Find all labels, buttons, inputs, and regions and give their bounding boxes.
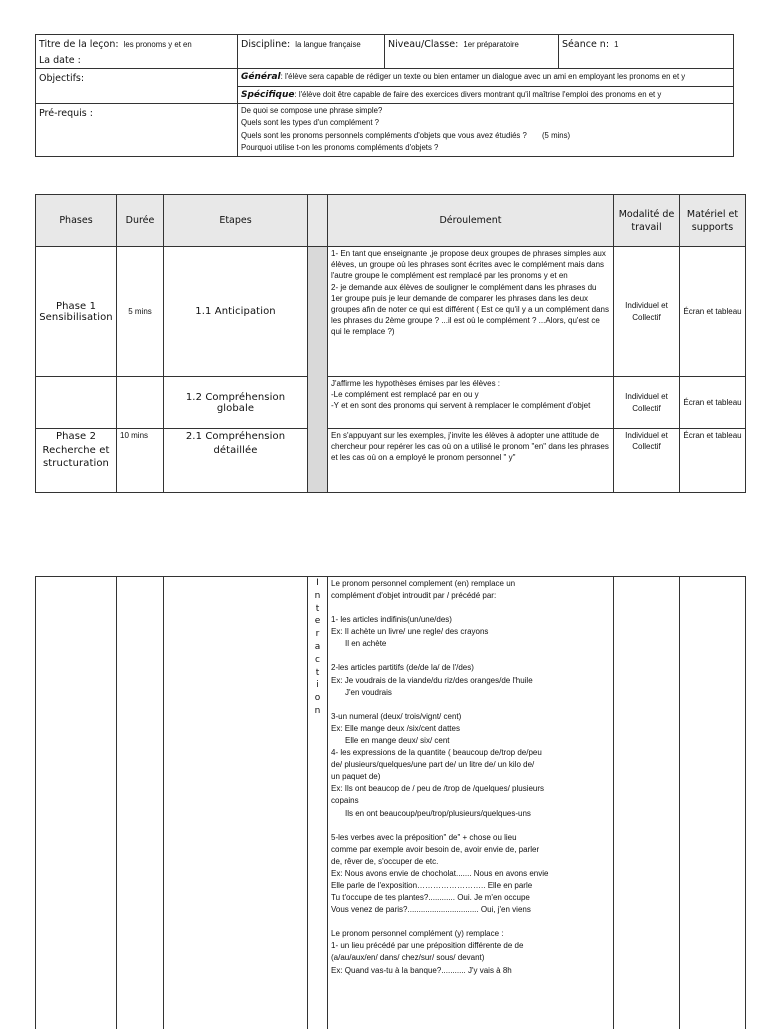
interaction-line: 1- un lieu précédé par une préposition différente de de <box>331 941 524 951</box>
interaction-line: Elle en mange deux/ six/ cent <box>345 735 450 745</box>
prerequis-line: Quels sont les types d'un complément ? <box>241 118 380 128</box>
header-modalite: Modalité de travail <box>614 195 680 247</box>
discipline-value: la langue française <box>295 40 361 49</box>
interaction-line: de/ plusieurs/quelques/une part de/ un litre de/ un kilo de/ <box>331 760 535 770</box>
interaction-table <box>35 576 746 1029</box>
objectifs-label: Objectifs: <box>39 73 85 84</box>
date-label: La date : <box>39 54 81 66</box>
phase-cell: Phase 1 Sensibilisation <box>36 247 117 377</box>
interaction-content <box>328 577 614 1029</box>
phase-cell <box>36 377 117 429</box>
niveau-label: Niveau/Classe: <box>388 39 459 50</box>
prerequis-label-cell <box>36 104 238 157</box>
phases-table <box>35 194 746 493</box>
prerequis-cell <box>238 104 734 157</box>
header-duree: Durée <box>117 195 164 247</box>
interaction-line: de, rêver de, s'occuper de etc. <box>331 856 439 866</box>
interaction-line <box>331 916 610 928</box>
deroulement-cell: J'affirme les hypothèses émises par les élèves : -Le complément est remplacé par en ou y -Y et en sont des pronoms qui servent à remplacer le complément d'objet <box>328 377 614 429</box>
header-phases: Phases <box>36 195 117 247</box>
empty-phase-cell <box>36 577 117 1029</box>
empty-materiel-cell <box>680 577 746 1029</box>
interaction-line <box>331 820 610 832</box>
phase-cell: Phase 2 Recherche et structuration <box>36 429 117 493</box>
interaction-line: Elle parle de l'exposition…………………….. Elle en parle <box>331 880 533 890</box>
interaction-line <box>331 650 610 662</box>
seance-value: 1 <box>614 40 619 49</box>
interaction-line: complément d'objet introudit par / précédé par: <box>331 591 497 601</box>
interaction-line: copains <box>331 796 359 806</box>
empty-duree-cell <box>117 577 164 1029</box>
interaction-line: Ex: Nous avons envie de chocholat....... Nous en avons envie <box>331 868 549 878</box>
modalite-cell: Individuel et Collectif <box>614 377 680 429</box>
gray-spacer <box>308 247 328 493</box>
deroulement-cell: En s'appuyant sur les exemples, j'invite les élèves à adopter une attitude de chercheur pour repérer les cas où on a utilisé le pronom "en" dans les phrases et les cas où on a employé le pronom personnel " y" <box>328 429 614 493</box>
header-spacer <box>308 195 328 247</box>
interaction-line: J'en voudrais <box>345 687 392 697</box>
interaction-line: 2-les articles partitifs (de/de la/ de l'/des) <box>331 663 474 673</box>
general-text: : l'élève sera capable de rédiger un texte ou bien entamer un dialogue avec un ami en employant les pronoms en et y <box>280 72 686 81</box>
interaction-line: comme par exemple avoir besoin de, avoir envie de, parler <box>331 844 540 854</box>
niveau-value: 1er préparatoire <box>463 40 519 49</box>
interaction-line: Tu t'occupe de tes plantes?............ Oui. Je m'en occupe <box>331 893 530 903</box>
duree-cell: 5 mins <box>117 247 164 377</box>
interaction-line: Ils en ont beaucoup/peu/trop/plusieurs/quelques-uns <box>345 808 531 818</box>
interaction-line: Ex: Je voudrais de la viande/du riz/des oranges/de l'huile <box>331 675 533 685</box>
specifique-label: Spécifique <box>241 89 295 100</box>
niveau-cell <box>385 35 559 69</box>
etape-cell: 1.2 Compréhension globale <box>164 377 308 429</box>
interaction-line: 3-un numeral (deux/ trois/vignt/ cent) <box>331 711 462 721</box>
lesson-title-value: les pronoms y et en <box>123 40 192 49</box>
duree-cell: 10 mins <box>117 429 164 493</box>
interaction-line: Ex: Quand vas-tu à la banque?........... J'y vais à 8h <box>331 965 512 975</box>
interaction-line: Le pronom personnel complement (en) remplace un <box>331 579 516 588</box>
prerequis-line: De quoi se compose une phrase simple? <box>241 106 383 115</box>
header-deroulement: Déroulement <box>328 195 614 247</box>
empty-modalite-cell <box>614 577 680 1029</box>
duree-cell <box>117 377 164 429</box>
lesson-title-label: Titre de la leçon: <box>39 39 119 50</box>
etape-cell: 1.1 Anticipation <box>164 247 308 377</box>
interaction-line: 5-les verbes avec la préposition" de" + chose ou lieu <box>331 832 517 842</box>
empty-etape-cell <box>164 577 308 1029</box>
discipline-label: Discipline: <box>241 39 291 50</box>
interaction-line <box>331 699 610 711</box>
interaction-line: 1- les articles indifinis(un/une/des) <box>331 615 452 625</box>
etape-cell: 2.1 Compréhension détaillée <box>164 429 308 493</box>
interaction-line: 4- les expressions de la quantite ( beaucoup de/trop de/peu <box>331 748 542 758</box>
prerequis-line: Pourquoi utilise t-on les pronoms compléments d'objets ? <box>241 143 439 153</box>
interaction-line <box>331 602 610 614</box>
interaction-line: Ex: Il achète un livre/ une regle/ des crayons <box>331 627 489 637</box>
materiel-cell: Écran et tableau <box>680 247 746 377</box>
interaction-line: Vous venez de paris?................................ Oui, j'en viens <box>331 905 531 915</box>
prerequis-line: Quels sont les pronoms personnels compléments d'objets que vous avez étudiés ? (5 mins) <box>241 130 571 140</box>
interaction-line: Il en achète <box>345 639 387 649</box>
seance-cell <box>559 35 734 69</box>
modalite-cell: Individuel et Collectif <box>614 247 680 377</box>
interaction-vertical-label: I n t e r a c t i o n <box>308 577 328 1029</box>
specifique-text: : l'élève doit être capable de faire des exercices divers montrant qu'il maîtrise l'emploi des pronoms en et y <box>294 89 662 99</box>
interaction-line: Ex: Ils ont beaucop de / peu de /trop de /quelques/ plusieurs <box>331 784 545 794</box>
header-etapes: Etapes <box>164 195 308 247</box>
interaction-line: Le pronom personnel complément (y) remplace : <box>331 929 504 939</box>
materiel-cell: Écran et tableau <box>680 429 746 493</box>
header-materiel: Matériel et supports <box>680 195 746 247</box>
lesson-info-table <box>35 34 734 157</box>
objectifs-label-cell <box>36 69 238 104</box>
deroulement-cell: 1- En tant que enseignante ,je propose deux groupes de phrases simples aux élèves, un groupe où les phrases sont écrites avec le complément mais dans l'autre groupe le complément est remplacé par les pronoms y et en 2- je demande aux élèves de souligner le complément dans les phrases du 1er groupe puis je leur demande de comparer les phrases dans les deux groupes afin de noter ce qui est différent ( Est ce qu'il y a un complément dans les phrases du 2ème groupe ? ...il est où le complément ? ...Alors, qu'est ce qui le remplace ?) <box>328 247 614 377</box>
general-objective-cell <box>238 69 734 87</box>
prerequis-label: Pré-requis : <box>39 108 93 119</box>
interaction-line: (a/au/aux/en/ dans/ chez/sur/ sous/ devant) <box>331 953 485 963</box>
general-label: Général <box>241 72 281 82</box>
interaction-line: Ex: Elle mange deux /six/cent dattes <box>331 723 460 733</box>
discipline-cell <box>238 35 385 69</box>
specific-objective-cell <box>238 86 734 104</box>
seance-label: Séance n: <box>562 39 610 50</box>
materiel-cell: Écran et tableau <box>680 377 746 429</box>
modalite-cell: Individuel et Collectif <box>614 429 680 493</box>
lesson-title-cell <box>36 35 238 69</box>
interaction-line: un paquet de) <box>331 772 381 782</box>
